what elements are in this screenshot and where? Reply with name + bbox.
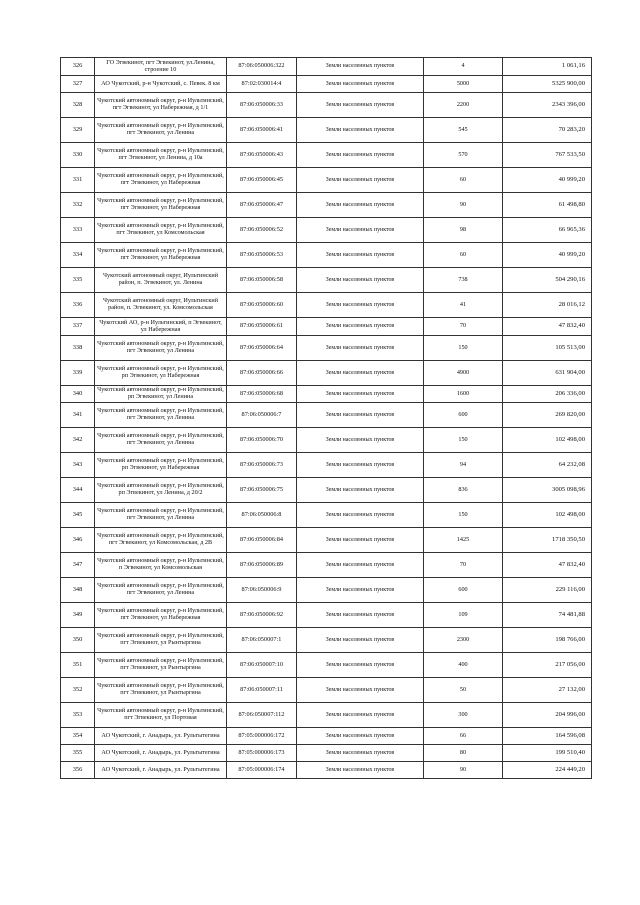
table-row (61, 386, 592, 403)
table-row (61, 168, 592, 193)
address-cell: Чукотский автономный округ, р-н Иультинский, рп Эгвекинот, ул Набережная (95, 453, 227, 478)
table-row (61, 143, 592, 168)
cadastral-value-cell: 198 766,00 (503, 628, 592, 653)
table-row (61, 453, 592, 478)
row-number-cell: 355 (61, 745, 95, 762)
row-number-cell: 328 (61, 93, 95, 118)
address-cell: Чукотский автономный округ, р-н Иультинский, пгт Эгвекинот, ул Портовая (95, 703, 227, 728)
table-row (61, 553, 592, 578)
cadastral-number-cell: 87:06:050006:92 (227, 603, 297, 628)
land-category-cell: Земли населенных пунктов (297, 745, 424, 762)
land-category-cell: Земли населенных пунктов (297, 318, 424, 336)
address-cell: Чукотский автономный округ, р-н Иультинский, пгт Эгвекинот, ул Набережная (95, 193, 227, 218)
row-number-cell: 351 (61, 653, 95, 678)
address-cell: АО Чукотский, г. Анадырь, ул. Рультытегина (95, 745, 227, 762)
cadastral-number-cell: 87:06:050006:33 (227, 93, 297, 118)
area-cell: 66 (424, 728, 503, 745)
address-cell: Чукотский автономный округ, р-н Иультинский, пгт Эгвекинот, ул Набережная (95, 603, 227, 628)
area-cell: 50 (424, 678, 503, 703)
address-cell: Чукотский автономный округ, Иультинский район, п. Эгвекинот, ул. Ленина (95, 268, 227, 293)
table-row (61, 76, 592, 93)
land-category-cell: Земли населенных пунктов (297, 428, 424, 453)
table-row (61, 728, 592, 745)
land-plots-table (60, 57, 592, 779)
cadastral-number-cell: 87:06:050007:10 (227, 653, 297, 678)
land-category-cell: Земли населенных пунктов (297, 653, 424, 678)
address-cell: Чукотский автономный округ, р-н Иультинский, пгт Эгвекинот, ул Набережная (95, 243, 227, 268)
land-category-cell: Земли населенных пунктов (297, 728, 424, 745)
land-category-cell: Земли населенных пунктов (297, 93, 424, 118)
row-number-cell: 354 (61, 728, 95, 745)
table-row (61, 218, 592, 243)
address-cell: АО Чукотский, р-н Чукотский, с. Певек. 8 км (95, 76, 227, 93)
area-cell: 1600 (424, 386, 503, 403)
area-cell: 90 (424, 762, 503, 779)
land-category-cell: Земли населенных пунктов (297, 268, 424, 293)
row-number-cell: 356 (61, 762, 95, 779)
address-cell: Чукотский автономный округ, р-н Иультинский, рп Эгвекинот, ул Набережная (95, 361, 227, 386)
row-number-cell: 345 (61, 503, 95, 528)
cadastral-number-cell: 87:06:050006:68 (227, 386, 297, 403)
address-cell: Чукотский автономный округ, р-н Иультинский, пгт Эгвекинот, ул Набережная, д 1/1 (95, 93, 227, 118)
row-number-cell: 341 (61, 403, 95, 428)
area-cell: 600 (424, 578, 503, 603)
table-row (61, 478, 592, 503)
land-category-cell: Земли населенных пунктов (297, 578, 424, 603)
address-cell: Чукотский автономный округ, р-н Иультинский, пгт Эгвекинот, ул Ленина (95, 118, 227, 143)
table-row (61, 678, 592, 703)
area-cell: 1425 (424, 528, 503, 553)
cadastral-value-cell: 40 999,20 (503, 243, 592, 268)
cadastral-value-cell: 224 449,20 (503, 762, 592, 779)
row-number-cell: 333 (61, 218, 95, 243)
cadastral-number-cell: 87:06:050006:66 (227, 361, 297, 386)
row-number-cell: 327 (61, 76, 95, 93)
area-cell: 109 (424, 603, 503, 628)
row-number-cell: 350 (61, 628, 95, 653)
address-cell: Чукотский автономный округ, р-н Иультинский, рп Эгвекинот, ул Ленина (95, 386, 227, 403)
area-cell: 80 (424, 745, 503, 762)
land-category-cell: Земли населенных пунктов (297, 762, 424, 779)
area-cell: 738 (424, 268, 503, 293)
row-number-cell: 349 (61, 603, 95, 628)
cadastral-value-cell: 102 498,00 (503, 503, 592, 528)
land-category-cell: Земли населенных пунктов (297, 478, 424, 503)
area-cell: 300 (424, 703, 503, 728)
table-row (61, 93, 592, 118)
area-cell: 94 (424, 453, 503, 478)
land-category-cell: Земли населенных пунктов (297, 678, 424, 703)
area-cell: 4 (424, 58, 503, 76)
cadastral-value-cell: 631 904,00 (503, 361, 592, 386)
table-row (61, 293, 592, 318)
cadastral-number-cell: 87:06:050006:322 (227, 58, 297, 76)
land-category-cell: Земли населенных пунктов (297, 293, 424, 318)
cadastral-value-cell: 2343 396,00 (503, 93, 592, 118)
row-number-cell: 338 (61, 336, 95, 361)
land-category-cell: Земли населенных пунктов (297, 603, 424, 628)
land-category-cell: Земли населенных пунктов (297, 76, 424, 93)
area-cell: 150 (424, 428, 503, 453)
table-row (61, 268, 592, 293)
row-number-cell: 329 (61, 118, 95, 143)
cadastral-value-cell: 28 016,12 (503, 293, 592, 318)
cadastral-value-cell: 3005 098,96 (503, 478, 592, 503)
row-number-cell: 352 (61, 678, 95, 703)
cadastral-number-cell: 87:06:050006:64 (227, 336, 297, 361)
cadastral-value-cell: 767 533,50 (503, 143, 592, 168)
cadastral-number-cell: 87:06:050006:61 (227, 318, 297, 336)
cadastral-value-cell: 204 996,00 (503, 703, 592, 728)
address-cell: Чукотский автономный округ, р-н Иультинский, пгт Эгвекинот, ул Ленина, д 10а (95, 143, 227, 168)
land-category-cell: Земли населенных пунктов (297, 168, 424, 193)
table-row (61, 118, 592, 143)
cadastral-value-cell: 47 832,40 (503, 553, 592, 578)
row-number-cell: 353 (61, 703, 95, 728)
cadastral-number-cell: 87:06:050007:1 (227, 628, 297, 653)
cadastral-value-cell: 66 965,36 (503, 218, 592, 243)
row-number-cell: 340 (61, 386, 95, 403)
address-cell: Чукотский автономный округ, р-н Иультинский, пгт Эгвекинот, ул Рынтыргина (95, 628, 227, 653)
address-cell: Чукотский автономный округ, р-н Иультинский, пгт Эгвекинот, ул Ленина (95, 503, 227, 528)
land-category-cell: Земли населенных пунктов (297, 628, 424, 653)
row-number-cell: 348 (61, 578, 95, 603)
row-number-cell: 330 (61, 143, 95, 168)
area-cell: 4900 (424, 361, 503, 386)
table-row (61, 243, 592, 268)
area-cell: 2200 (424, 93, 503, 118)
cadastral-value-cell: 504 290,16 (503, 268, 592, 293)
cadastral-number-cell: 87:06:050007:11 (227, 678, 297, 703)
land-category-cell: Земли населенных пунктов (297, 336, 424, 361)
table-row (61, 361, 592, 386)
row-number-cell: 335 (61, 268, 95, 293)
cadastral-number-cell: 87:06:050006:70 (227, 428, 297, 453)
cadastral-number-cell: 87:06:050006:45 (227, 168, 297, 193)
area-cell: 5000 (424, 76, 503, 93)
address-cell: АО Чукотский, г. Анадырь, ул. Рультытегина (95, 762, 227, 779)
cadastral-value-cell: 27 132,00 (503, 678, 592, 703)
area-cell: 150 (424, 336, 503, 361)
land-category-cell: Земли населенных пунктов (297, 453, 424, 478)
table-row (61, 336, 592, 361)
table-row (61, 762, 592, 779)
land-category-cell: Земли населенных пунктов (297, 553, 424, 578)
address-cell: Чукотский автономный округ, р-н Иультинский, рп Эгвекинот, ул Ленина, д 20/2 (95, 478, 227, 503)
table-row (61, 58, 592, 76)
cadastral-number-cell: 87:06:050006:41 (227, 118, 297, 143)
row-number-cell: 334 (61, 243, 95, 268)
table-row (61, 745, 592, 762)
cadastral-number-cell: 87:06:050006:84 (227, 528, 297, 553)
cadastral-value-cell: 206 336,00 (503, 386, 592, 403)
row-number-cell: 344 (61, 478, 95, 503)
area-cell: 400 (424, 653, 503, 678)
row-number-cell: 346 (61, 528, 95, 553)
row-number-cell: 331 (61, 168, 95, 193)
table-row (61, 653, 592, 678)
table-row (61, 193, 592, 218)
land-category-cell: Земли населенных пунктов (297, 703, 424, 728)
address-cell: Чукотский автономный округ, р-н Иультинский, пгт Эгвекинот, ул Рынтыргина (95, 653, 227, 678)
cadastral-value-cell: 102 498,00 (503, 428, 592, 453)
cadastral-number-cell: 87:06:050006:53 (227, 243, 297, 268)
cadastral-number-cell: 87:06:050006:89 (227, 553, 297, 578)
table-row (61, 703, 592, 728)
area-cell: 41 (424, 293, 503, 318)
table-row (61, 428, 592, 453)
cadastral-number-cell: 87:06:050006:9 (227, 578, 297, 603)
area-cell: 70 (424, 553, 503, 578)
table-row (61, 628, 592, 653)
land-category-cell: Земли населенных пунктов (297, 243, 424, 268)
row-number-cell: 337 (61, 318, 95, 336)
cadastral-number-cell: 87:05:000006:173 (227, 745, 297, 762)
cadastral-number-cell: 87:05:000006:174 (227, 762, 297, 779)
area-cell: 836 (424, 478, 503, 503)
row-number-cell: 336 (61, 293, 95, 318)
area-cell: 150 (424, 503, 503, 528)
cadastral-value-cell: 105 513,00 (503, 336, 592, 361)
cadastral-value-cell: 40 999,20 (503, 168, 592, 193)
table-row (61, 503, 592, 528)
address-cell: Чукотский автономный округ, р-н Иультинский, п Эгвекинот, ул Комсомольская (95, 553, 227, 578)
table-row (61, 403, 592, 428)
area-cell: 600 (424, 403, 503, 428)
land-category-cell: Земли населенных пунктов (297, 193, 424, 218)
cadastral-value-cell: 1 061,16 (503, 58, 592, 76)
cadastral-value-cell: 61 498,80 (503, 193, 592, 218)
cadastral-value-cell: 164 596,08 (503, 728, 592, 745)
cadastral-value-cell: 5325 900,00 (503, 76, 592, 93)
cadastral-number-cell: 87:06:050007:112 (227, 703, 297, 728)
area-cell: 60 (424, 168, 503, 193)
table-row (61, 578, 592, 603)
land-category-cell: Земли населенных пунктов (297, 361, 424, 386)
address-cell: Чукотский автономный округ, р-н Иультинский, пгт Эгвекинот, ул Рынтыргина (95, 678, 227, 703)
address-cell: Чукотский автономный округ, р-н Иультинский, пгт Эгвекинот, ул Ленина (95, 428, 227, 453)
table-row (61, 318, 592, 336)
area-cell: 98 (424, 218, 503, 243)
address-cell: Чукотский автономный округ, р-н Иультинский, пгт Эгвекинот, ул Комсомольская (95, 218, 227, 243)
land-category-cell: Земли населенных пунктов (297, 218, 424, 243)
cadastral-value-cell: 229 116,00 (503, 578, 592, 603)
cadastral-number-cell: 87:06:050006:60 (227, 293, 297, 318)
table-row (61, 603, 592, 628)
land-category-cell: Земли населенных пунктов (297, 503, 424, 528)
cadastral-value-cell: 1718 350,50 (503, 528, 592, 553)
table-row (61, 528, 592, 553)
cadastral-value-cell: 269 820,00 (503, 403, 592, 428)
land-category-cell: Земли населенных пунктов (297, 528, 424, 553)
cadastral-number-cell: 87:06:050006:75 (227, 478, 297, 503)
area-cell: 70 (424, 318, 503, 336)
document-page (60, 57, 591, 779)
area-cell: 90 (424, 193, 503, 218)
address-cell: ГО Эгвекинот, пгт Эгвекинот, ул.Ленина, строение 10 (95, 58, 227, 76)
land-category-cell: Земли населенных пунктов (297, 58, 424, 76)
cadastral-value-cell: 64 232,08 (503, 453, 592, 478)
cadastral-number-cell: 87:02:030014:4 (227, 76, 297, 93)
cadastral-value-cell: 74 481,88 (503, 603, 592, 628)
row-number-cell: 332 (61, 193, 95, 218)
land-category-cell: Земли населенных пунктов (297, 403, 424, 428)
area-cell: 545 (424, 118, 503, 143)
land-category-cell: Земли населенных пунктов (297, 118, 424, 143)
address-cell: Чукотский автономный округ, р-н Иультинский, пгт Эгвекинот, ул Ленина (95, 403, 227, 428)
address-cell: Чукотский автономный округ, р-н Иультинский, пгт Эгвекинот, ул Ленина (95, 578, 227, 603)
cadastral-number-cell: 87:06:050006:52 (227, 218, 297, 243)
cadastral-number-cell: 87:05:000006:172 (227, 728, 297, 745)
cadastral-number-cell: 87:06:050006:7 (227, 403, 297, 428)
row-number-cell: 326 (61, 58, 95, 76)
area-cell: 570 (424, 143, 503, 168)
address-cell: Чукотский АО, р-н Иультинский, п Эгвекинот, ул Набережная (95, 318, 227, 336)
cadastral-value-cell: 70 283,20 (503, 118, 592, 143)
cadastral-value-cell: 199 510,40 (503, 745, 592, 762)
row-number-cell: 343 (61, 453, 95, 478)
cadastral-number-cell: 87:06:050006:8 (227, 503, 297, 528)
cadastral-number-cell: 87:06:050006:43 (227, 143, 297, 168)
row-number-cell: 347 (61, 553, 95, 578)
cadastral-value-cell: 47 832,40 (503, 318, 592, 336)
area-cell: 60 (424, 243, 503, 268)
cadastral-number-cell: 87:06:050006:58 (227, 268, 297, 293)
row-number-cell: 342 (61, 428, 95, 453)
cadastral-number-cell: 87:06:050006:73 (227, 453, 297, 478)
address-cell: АО Чукотский, г. Анадырь, ул. Рультытегина (95, 728, 227, 745)
cadastral-value-cell: 217 056,00 (503, 653, 592, 678)
land-category-cell: Земли населенных пунктов (297, 386, 424, 403)
address-cell: Чукотский автономный округ, р-н Иультинский, пгт Эгвекинот, ул Набережная (95, 168, 227, 193)
row-number-cell: 339 (61, 361, 95, 386)
address-cell: Чукотский автономный округ, р-н Иультинский, пгт Эгвекинот, ул Ленина (95, 336, 227, 361)
area-cell: 2300 (424, 628, 503, 653)
address-cell: Чукотский автономный округ, Иультинский район, п. Эгвекинот, ул. Комсомольская (95, 293, 227, 318)
land-category-cell: Земли населенных пунктов (297, 143, 424, 168)
cadastral-number-cell: 87:06:050006:47 (227, 193, 297, 218)
address-cell: Чукотский автономный округ, р-н Иультинский, пгт Эгвекинот, ул Комсомольская, д 2В (95, 528, 227, 553)
